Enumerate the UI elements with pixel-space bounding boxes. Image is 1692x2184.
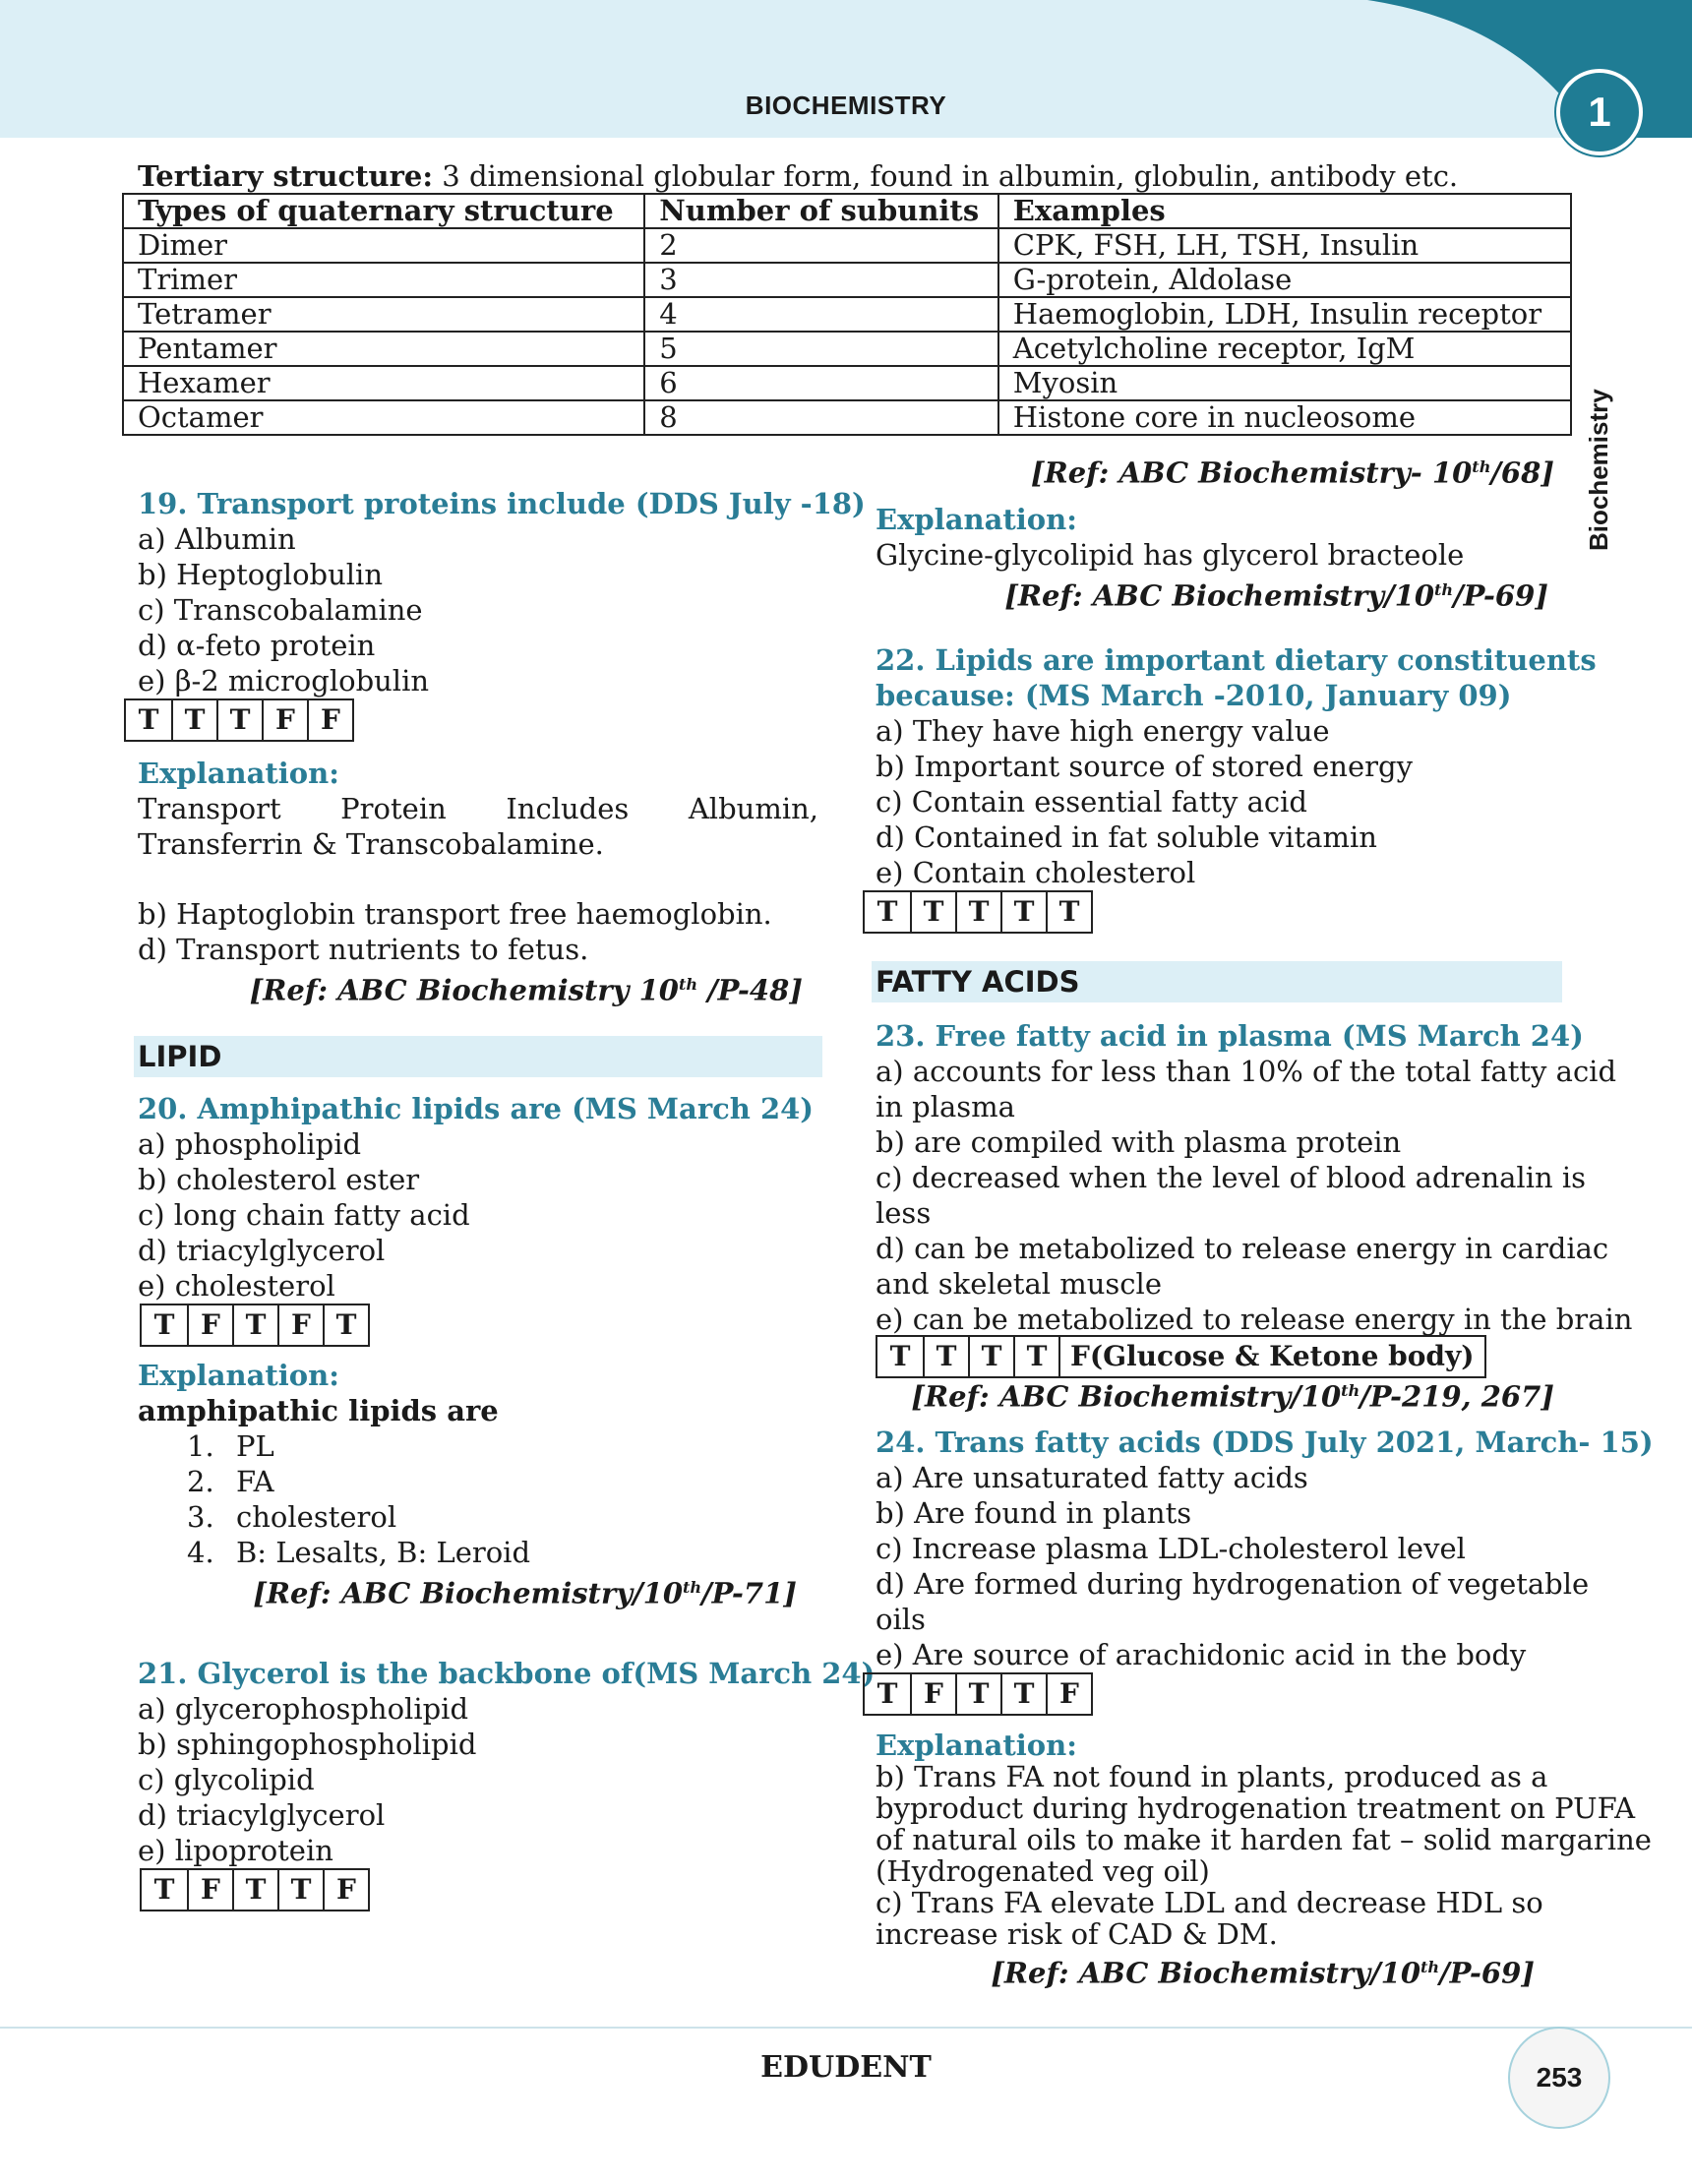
q21-option: c) glycolipid xyxy=(138,1763,315,1796)
answer-cell: T xyxy=(232,1305,277,1345)
answer-cell: T xyxy=(923,1337,968,1376)
table-row xyxy=(123,228,1571,263)
answer-cell: T xyxy=(910,892,955,932)
q24-text-line: e) Are source of arachidonic acid in the body xyxy=(876,1638,1527,1671)
q22-option: b) Important source of stored energy xyxy=(876,750,1413,783)
q24-text-line: a) Are unsaturated fatty acids xyxy=(876,1461,1308,1494)
list-number: 1. xyxy=(187,1429,214,1463)
table-cell: Pentamer xyxy=(123,332,644,366)
answer-cell: T xyxy=(955,1674,1000,1714)
question-21-title: 21. Glycerol is the backbone of(MS March 24) xyxy=(138,1657,876,1690)
answer-cell: F xyxy=(277,1305,323,1345)
table-header-row xyxy=(123,194,1571,228)
q23-text-line: b) are compiled with plasma protein xyxy=(876,1125,1402,1159)
table-cell: Acetylcholine receptor, IgM xyxy=(998,332,1571,366)
q19-explanation-line: d) Transport nutrients to fetus. xyxy=(138,933,589,966)
table-row xyxy=(123,332,1571,366)
table-cell: Haemoglobin, LDH, Insulin receptor xyxy=(998,297,1571,332)
q23-text-line: and skeletal muscle xyxy=(876,1267,1162,1301)
tertiary-label: Tertiary structure: xyxy=(138,159,434,193)
q24-explanation-line: increase risk of CAD & DM. xyxy=(876,1917,1278,1951)
answer-cell: T xyxy=(232,1870,277,1910)
answer-cell: T xyxy=(277,1870,323,1910)
q21-option: e) lipoprotein xyxy=(138,1834,333,1867)
table-row xyxy=(123,263,1571,297)
answer-cell: T xyxy=(1013,1337,1058,1376)
answer-cell: T xyxy=(216,700,262,740)
table-cell: Trimer xyxy=(123,263,644,297)
q24-text-line: b) Are found in plants xyxy=(876,1496,1192,1530)
q21-explanation-label: Explanation: xyxy=(876,503,1077,536)
table-cell: 5 xyxy=(644,332,998,366)
table-cell: 2 xyxy=(644,228,998,263)
q20-option: d) triacylglycerol xyxy=(138,1234,386,1267)
q24-explanation-line: (Hydrogenated veg oil) xyxy=(876,1854,1210,1888)
table-cell: 4 xyxy=(644,297,998,332)
table-row xyxy=(123,366,1571,400)
answer-cell: T xyxy=(1000,1674,1046,1714)
q21-option: d) triacylglycerol xyxy=(138,1798,386,1832)
answer-cell: T xyxy=(171,700,216,740)
answer-cell: F xyxy=(262,700,307,740)
answer-cell: F xyxy=(187,1305,232,1345)
list-number: 3. xyxy=(187,1500,214,1534)
question-22-title: 22. Lipids are important dietary constituents xyxy=(876,643,1597,677)
table-cell: Dimer xyxy=(123,228,644,263)
answer-cell: F(Glucose & Ketone body) xyxy=(1058,1337,1484,1376)
q19-explanation-text: Transport Protein Includes Albumin, Transferrin & Transcobalamine. xyxy=(138,792,818,861)
question-19-title: 19. Transport proteins include (DDS July -18) xyxy=(138,487,866,520)
q22-answer-key xyxy=(863,890,1093,934)
q23-reference: [Ref: ABC Biochemistry/10th/P-219, 267] xyxy=(911,1379,1554,1414)
answer-cell: T xyxy=(955,892,1000,932)
q21-option: b) sphingophospholipid xyxy=(138,1728,477,1761)
table-row xyxy=(123,400,1571,435)
answer-cell: T xyxy=(1046,892,1091,932)
q24-explanation-line: b) Trans FA not found in plants, produced as a xyxy=(876,1760,1548,1793)
table-cell: Octamer xyxy=(123,400,644,435)
answer-cell: T xyxy=(876,1677,898,1710)
q19-option: a) Albumin xyxy=(138,522,296,556)
q24-explanation-label: Explanation: xyxy=(876,1729,1077,1762)
answer-cell: T xyxy=(323,1305,368,1345)
q21-reference: [Ref: ABC Biochemistry/10th/P-69] xyxy=(1004,578,1548,613)
table-cell: CPK, FSH, LH, TSH, Insulin xyxy=(998,228,1571,263)
list-item: cholesterol xyxy=(236,1500,397,1534)
table-cell: 6 xyxy=(644,366,998,400)
table-header: Examples xyxy=(998,194,1571,228)
q21-answer-key xyxy=(140,1868,370,1911)
q20-answer-key xyxy=(140,1304,370,1347)
tertiary-structure-line xyxy=(138,158,1458,194)
chapter-number-badge: 1 xyxy=(1556,69,1643,155)
q20-explanation-label: Explanation: xyxy=(138,1359,339,1392)
q24-explanation-line: byproduct during hydrogenation treatment on PUFA xyxy=(876,1791,1636,1825)
answer-cell: T xyxy=(876,895,898,928)
q20-option: e) cholesterol xyxy=(138,1269,335,1303)
q20-option: b) cholesterol ester xyxy=(138,1163,420,1196)
q23-text-line: c) decreased when the level of blood adrenalin is xyxy=(876,1161,1587,1194)
answer-cell: T xyxy=(138,703,159,736)
q24-reference: [Ref: ABC Biochemistry/10th/P-69] xyxy=(991,1956,1535,1990)
q24-answer-key xyxy=(863,1672,1093,1716)
table-reference: [Ref: ABC Biochemistry- 10th/68] xyxy=(1030,455,1554,490)
tertiary-text: 3 dimensional globular form, found in albumin, globulin, antibody etc. xyxy=(433,159,1459,193)
q24-explanation-line: of natural oils to make it harden fat – solid margarine xyxy=(876,1823,1652,1856)
q20-option: a) phospholipid xyxy=(138,1127,362,1161)
q19-option: b) Heptoglobulin xyxy=(138,558,383,591)
q22-option: d) Contained in fat soluble vitamin xyxy=(876,820,1377,854)
running-head: BIOCHEMISTRY xyxy=(745,91,947,120)
table-cell: 3 xyxy=(644,263,998,297)
q19-explanation-label: Explanation: xyxy=(138,757,339,790)
answer-cell: T xyxy=(153,1308,175,1341)
q19-explanation-line: b) Haptoglobin transport free haemoglobin. xyxy=(138,897,772,931)
table-row xyxy=(123,297,1571,332)
q23-text-line: a) accounts for less than 10% of the total fatty acid xyxy=(876,1055,1617,1088)
q19-option: e) β-2 microglobulin xyxy=(138,664,430,698)
footer-divider xyxy=(0,2027,1692,2029)
q24-text-line: d) Are formed during hydrogenation of vegetable xyxy=(876,1567,1590,1601)
question-23-title: 23. Free fatty acid in plasma (MS March 24) xyxy=(876,1019,1584,1053)
q22-option: c) Contain essential fatty acid xyxy=(876,785,1307,819)
section-heading-lipid: LIPID xyxy=(134,1036,822,1077)
section-heading-fatty-acids: FATTY ACIDS xyxy=(872,961,1562,1002)
q24-text-line: oils xyxy=(876,1603,926,1636)
table-cell: G-protein, Aldolase xyxy=(998,263,1571,297)
q20-option: c) long chain fatty acid xyxy=(138,1198,470,1232)
q19-reference: [Ref: ABC Biochemistry 10th /P-48] xyxy=(249,973,803,1007)
answer-cell: F xyxy=(910,1674,955,1714)
table-cell: Myosin xyxy=(998,366,1571,400)
table-cell: 8 xyxy=(644,400,998,435)
list-item: FA xyxy=(236,1465,274,1498)
q24-explanation-line: c) Trans FA elevate LDL and decrease HDL so xyxy=(876,1886,1543,1919)
answer-cell: F xyxy=(323,1870,368,1910)
page-number: 253 xyxy=(1508,2027,1610,2129)
footer-brand: EDUDENT xyxy=(760,2050,932,2085)
side-tab-label: Biochemistry xyxy=(1584,389,1613,551)
answer-cell: T xyxy=(968,1337,1013,1376)
table-header: Number of subunits xyxy=(644,194,998,228)
q22-option: a) They have high energy value xyxy=(876,714,1330,748)
q23-text-line: less xyxy=(876,1196,932,1230)
q20-reference: [Ref: ABC Biochemistry/10th/P-71] xyxy=(253,1576,797,1610)
quaternary-structure-table xyxy=(122,193,1572,436)
answer-cell: F xyxy=(307,700,352,740)
answer-cell: T xyxy=(1000,892,1046,932)
table-cell: Hexamer xyxy=(123,366,644,400)
q20-explanation-heading: amphipathic lipids are xyxy=(138,1394,499,1427)
list-number: 4. xyxy=(187,1536,214,1569)
q21-option: a) glycerophospholipid xyxy=(138,1692,469,1726)
list-item: PL xyxy=(236,1429,274,1463)
q23-text-line: d) can be metabolized to release energy in cardiac xyxy=(876,1232,1609,1265)
question-24-title: 24. Trans fatty acids (DDS July 2021, March- 15) xyxy=(876,1426,1654,1459)
table-cell: Histone core in nucleosome xyxy=(998,400,1571,435)
answer-cell: T xyxy=(889,1340,911,1372)
q22-option: e) Contain cholesterol xyxy=(876,856,1196,889)
table-header: Types of quaternary structure xyxy=(123,194,644,228)
answer-cell: F xyxy=(1046,1674,1091,1714)
answer-cell: T xyxy=(153,1873,175,1906)
q19-option: d) α-feto protein xyxy=(138,629,376,662)
question-20-title: 20. Amphipathic lipids are (MS March 24) xyxy=(138,1092,815,1125)
q23-text-line: e) can be metabolized to release energy in the brain xyxy=(876,1303,1633,1336)
q19-answer-key xyxy=(124,698,354,742)
table-cell: Tetramer xyxy=(123,297,644,332)
q23-text-line: in plasma xyxy=(876,1090,1015,1123)
q24-text-line: c) Increase plasma LDL-cholesterol level xyxy=(876,1532,1466,1565)
list-item: B: Lesalts, B: Leroid xyxy=(236,1536,531,1569)
q19-option: c) Transcobalamine xyxy=(138,593,423,627)
question-22-title-cont: because: (MS March -2010, January 09) xyxy=(876,679,1512,712)
answer-cell: F xyxy=(187,1870,232,1910)
list-number: 2. xyxy=(187,1465,214,1498)
q21-explanation-text: Glycine-glycolipid has glycerol bracteole xyxy=(876,538,1465,572)
q23-answer-key xyxy=(876,1335,1486,1378)
